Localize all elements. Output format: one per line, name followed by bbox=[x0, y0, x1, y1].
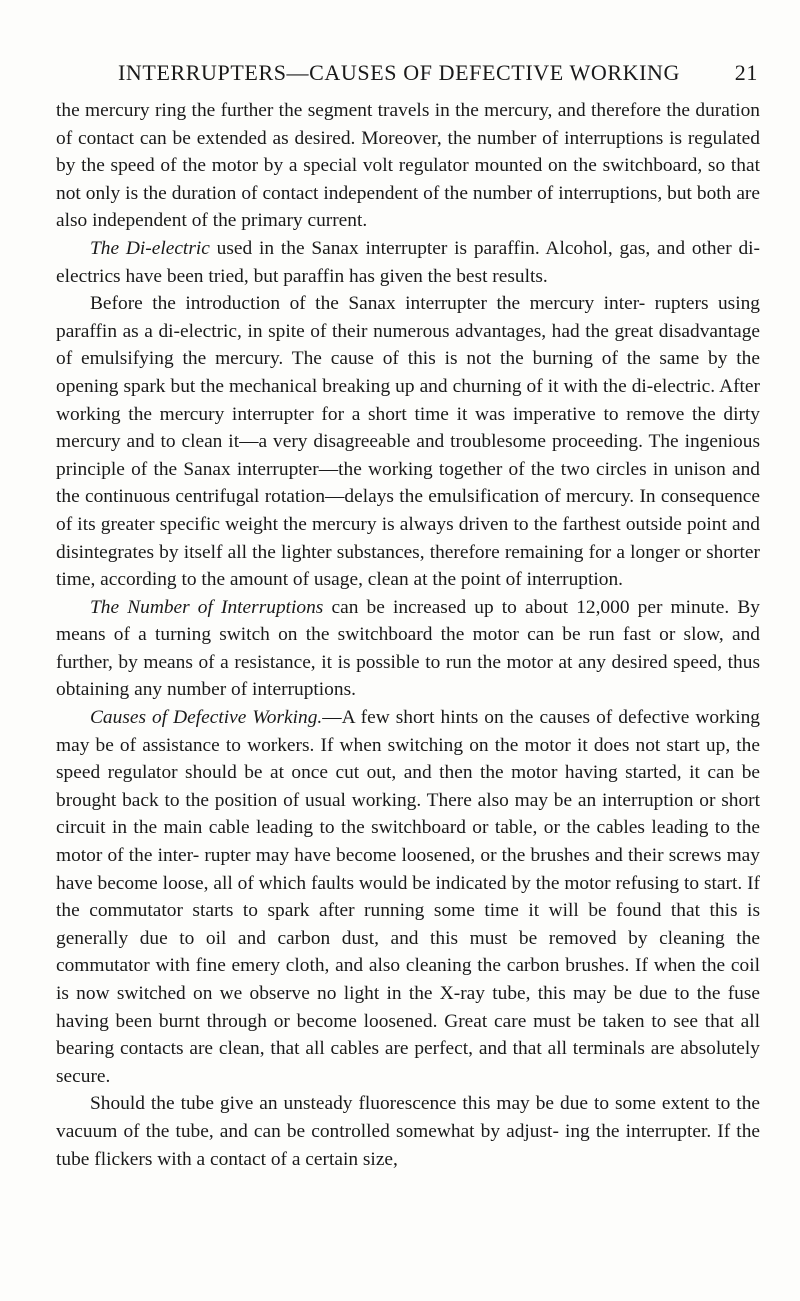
paragraph-text: —A few short hints on the causes of defective working may be of assistance to workers. If when switching on the motor it does not start up, the speed regulator should be at once cut out, and then the motor having started, it can be brought back to the position of usual working. There also may be an interruption or short circuit in the main cable leading to the switchboard or table, or the cables leading to the motor of the inter- rupter may have become loosened, or the brushes and their screws may have become loose, all of which faults would be indicated by the motor refusing to start. If the commutator starts to spark after running some time it will be found that this is generally due to oil and carbon dust, and this must be removed by cleaning the commutator with fine emery cloth, and also cleaning the carbon brushes. If when the coil is now switched on we observe no light in the X-ray tube, this may be due to the fuse having been burnt through or become loosened. Great care must be taken to see that all bearing contacts are clean, that all cables are perfect, and that all terminals are absolutely secure. bbox=[56, 707, 760, 1087]
paragraph-text: used in the Sanax interrupter is paraffin. Alcohol, gas, and other di-electrics have been tried, but paraffin has given the best results. bbox=[56, 237, 760, 287]
paragraph-number-of-interruptions bbox=[56, 594, 760, 704]
running-head bbox=[118, 58, 758, 88]
paragraph-causes-of-defective-working bbox=[56, 704, 760, 1090]
paragraph-lead: The Di-electric bbox=[90, 237, 210, 259]
body-text bbox=[56, 97, 760, 1173]
running-title: INTERRUPTERS—CAUSES OF DEFECTIVE WORKING bbox=[118, 60, 681, 85]
paragraph-text: can be increased up to about 12,000 per minute. By means of a turning switch on the switchboard the motor can be run fast or slow, and further, by means of a resistance, it is possible to run the motor at any desired speed, thus obtaining any number of interruptions. bbox=[56, 596, 760, 701]
paragraph-continuation bbox=[56, 97, 760, 235]
paragraph-unsteady-fluorescence bbox=[56, 1090, 760, 1173]
paragraph-di-electric bbox=[56, 235, 760, 290]
paragraph-text: Should the tube give an unsteady fluorescence this may be due to some extent to the vacuum of the tube, and can be controlled somewhat by adjust- ing the interrupter. If the tube flickers with a contact of a certain size, bbox=[56, 1093, 760, 1170]
paragraph-emulsification bbox=[56, 290, 760, 594]
paragraph-lead: Causes of Defective Working. bbox=[90, 707, 323, 729]
paragraph-text: Before the introduction of the Sanax interrupter the mercury inter- rupters using paraffin as a di-electric, in spite of their numerous advantages, had the great disadvantage of emulsifying the mercury. The cause of this is not the burning of the same by the opening spark but the mechanical breaking up and churning of it with the di-electric. After working the mercury interrupter for a short time it was imperative to remove the dirty mercury and to clean it—a very disagreeable and troublesome proceeding. The ingenious principle of the Sanax interrupter—the working together of the two circles in unison and the continuous centrifugal rotation—delays the emulsification of mercury. In consequence of its greater specific weight the mercury is always driven to the farthest outside point and disintegrates by itself all the lighter substances, therefore remaining for a longer or shorter time, according to the amount of usage, clean at the point of interruption. bbox=[56, 293, 760, 591]
paragraph-text: the mercury ring the further the segment travels in the mercury, and therefore the duration of contact can be extended as desired. Moreover, the number of interruptions is regulated by the speed of the motor by a special volt regulator mounted on the switchboard, so that not only is the duration of contact independent of the number of interruptions, but both are also independent of the primary current. bbox=[56, 100, 760, 232]
page-number: 21 bbox=[734, 60, 758, 85]
paragraph-lead: The Number of Interruptions bbox=[90, 596, 324, 618]
